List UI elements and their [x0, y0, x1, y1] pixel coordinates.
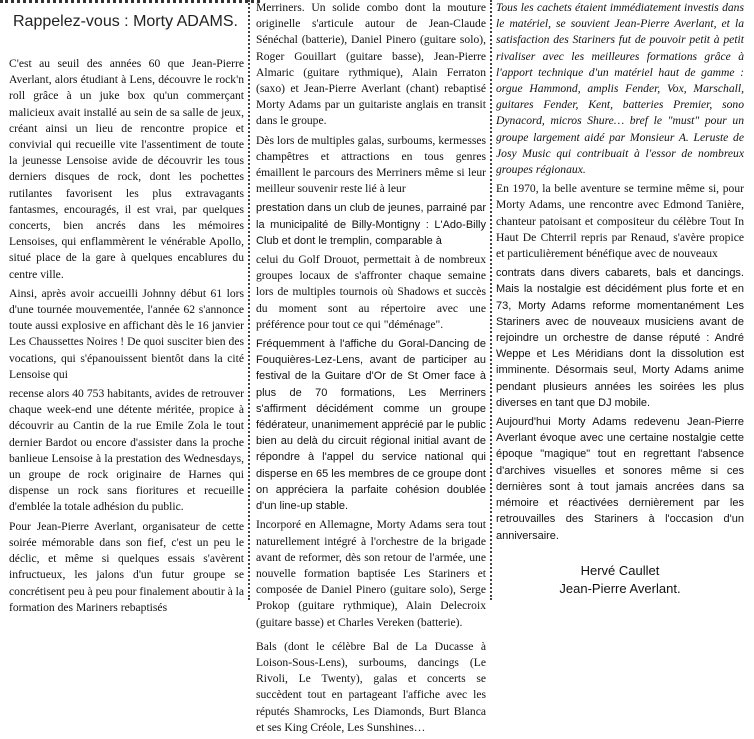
article-column-1: [9, 0, 244, 619]
signature-line: Hervé Caullet: [580, 562, 660, 578]
paragraph: prestation dans un club de jeunes, parrainé par la municipalité de Billy-Montigny : L'Ado-Billy Club et dont le tremplin, comparable à: [256, 202, 486, 247]
paragraph: contrats dans divers cabarets, bals et dancings. Mais la nostalgie est décidément plus forte et en 73, Morty Adams reforme momentanément Les Stariners avec de nouveaux musiciens avant de rejoindre un orchestre de danse réputé : André Weppe et Les Méridians dont la dissolution est imminente. Désormais seul, Morty Adams anime pendant plusieurs années les soirées les plus diverses en tant que DJ mobile.: [496, 267, 744, 409]
paragraph: Ainsi, après avoir accueilli Johnny début 61 lors d'une tournée mouvementée, l'année 62 s'annonce toute aussi explosive en affichant dès le 16 janvier Les Chaussettes Noires ! De quoi susciter bien des vocations, qui s'épanouissent bientôt dans la cité Lensoise qui: [9, 286, 244, 381]
column-divider: [490, 0, 492, 600]
paragraph: Incorporé en Allemagne, Morty Adams sera tout naturellement intégré à l'orchestre de la brigade avant de reformer, dès son retour de l'armée, une nouvelle formation baptisée Les Stariners et composée de Daniel Pinero (guitare solo), Serge Prokop (guitare rythmique), Alain Delecroix (guitare basse) et Charles Vereken (batterie).: [256, 518, 486, 629]
paragraph: C'est au seuil des années 60 que Jean-Pierre Averlant, alors étudiant à Lens, découvre le rock'n roll grâce à un juke box qu'un commerçant malicieux avait installé au sein de sa salle de jeux, créant ainsi un lieu de rencontre propice et convivial qui recueille vite l'assentiment de toute la jeunesse Lensoise avide de découvrir les tous derniers disques de rock, dont les pochettes rutilantes favorisent les plus extravagants fantasmes, encouragés, il est vrai, par quelques concerts, bien ancrés dans les mémoires Lensoises, qui enflammèrent le vénérable Apollo, situé place de la gare à quelques encablures du centre ville.: [9, 57, 244, 281]
paragraph: Fréquemment à l'affiche du Goral-Dancing de Fouquières-Lez-Lens, avant de participer au festival de la Guitare d'Or de St Omer face à plus de 70 formations, Les Merriners s'affirment décidément comme un groupe fédérateur, unanimement apprécié par le public bien au delà du circuit régional initial avant de répondre à l'appel du service national qui disperse en 65 les membres de ce groupe dont on appréciera la parfaite cohésion doublée d'un line-up stable.: [256, 338, 486, 513]
article-title: Rappelez-vous : Morty ADAMS.: [13, 13, 238, 30]
paragraph: Tous les cachets étaient immédiatement investis dans le matériel, se souvient Jean-Pierre Averlant, et la satisfaction des Stariners fut de pouvoir petit à petit rivaliser avec les meilleures formations grâce à l'apport technique d'un matériel haut de gamme : orgue Hammond, amplis Fender, Vox, Marschall, guitares Fender, Kent, batteries Premier, sono Dynacord, micros Shure… bref le "must" pour un groupe largement aidé par Monsieur A. Leruste de Josy Music qui contribuait à l'essor de nombreux groupes régionaux.: [496, 1, 744, 177]
paragraph: En 1970, la belle aventure se termine même si, pour Morty Adams, une rencontre avec Edmond Tanière, chanteur patoisant et compositeur du célèbre Tout In Haut De Chterril repris par Renaud, s'avère propice et particulièrement bénéfique avec de nouveaux: [496, 182, 744, 261]
column-divider: [248, 0, 250, 600]
article-column-3: [496, 0, 744, 598]
paragraph: Dès lors de multiples galas, surboums, kermesses champêtres et attractions en tous genres émaillent le parcours des Merriners même si leur meilleur souvenir reste lié à leur: [256, 133, 486, 196]
paragraph: Pour Jean-Pierre Averlant, organisateur de cette soirée mémorable dans son fief, c'est un peu le déclic, et même si quelques essais s'avèrent infructueux, les jalons d'un futur groupe se concrétisent peu à peu pour finalement aboutir à la formation des Mariners rebaptisés: [9, 519, 244, 614]
paragraph: Aujourd'hui Morty Adams redevenu Jean-Pierre Averlant évoque avec une certaine nostalgie cette époque "magique" tout en regrettant l'absence d'archives visuelles et sonores même si ces dernières sont à tout jamais ancrées dans sa mémoire et réactivées dernièrement par les retrouvailles des Stariners à l'occasion d'un anniversaire.: [496, 416, 744, 542]
paragraph: Bals (dont le célèbre Bal de La Ducasse à Loison-Sous-Lens), surboums, dancings (Le Rivoli, Le Twenty), galas et concerts se succèdent tout en partageant l'affiche avec les réputés Shamrocks, Les Diamonds, Burt Blanca et ses King Créole, Les Sunshines…: [256, 639, 486, 734]
paragraph: Merriners. Un solide combo dont la mouture originelle s'articule autour de Jean-Claude Sénéchal (batterie), Daniel Pinero (guitare solo), Roger Gouillart (guitare basse), Jean-Pierre Almaric (guitare rythmique), Alain Ferraton (saxo) et Jean-Pierre Averlant (chant) rebaptisé Morty Adams par un guitariste anglais en transit dans le groupe.: [256, 1, 486, 128]
paragraph: celui du Golf Drouot, permettait à de nombreux groupes locaux de s'affronter chaque semaine lors de multiples tournois où Shadows et succès du moment sont au répertoire avec une préférence pour tout ce qui "déménage".: [256, 253, 486, 331]
signature: [496, 562, 744, 598]
paragraph: recense alors 40 753 habitants, avides de retrouver chaque week-end une détente méritée, propice à découvrir au Cantin de la rue Emile Zola le tout dernier Bardot ou encore d'assister dans la proche banlieue Lensoise à la prestation des Wednesdays, un groupe de rock originaire de Harnes qui dispense un rock sans fioritures et recueille d'emblée la totale adhésion du public.: [9, 387, 244, 514]
signature-line: Jean-Pierre Averlant.: [559, 580, 681, 596]
article-column-2: [256, 0, 486, 739]
